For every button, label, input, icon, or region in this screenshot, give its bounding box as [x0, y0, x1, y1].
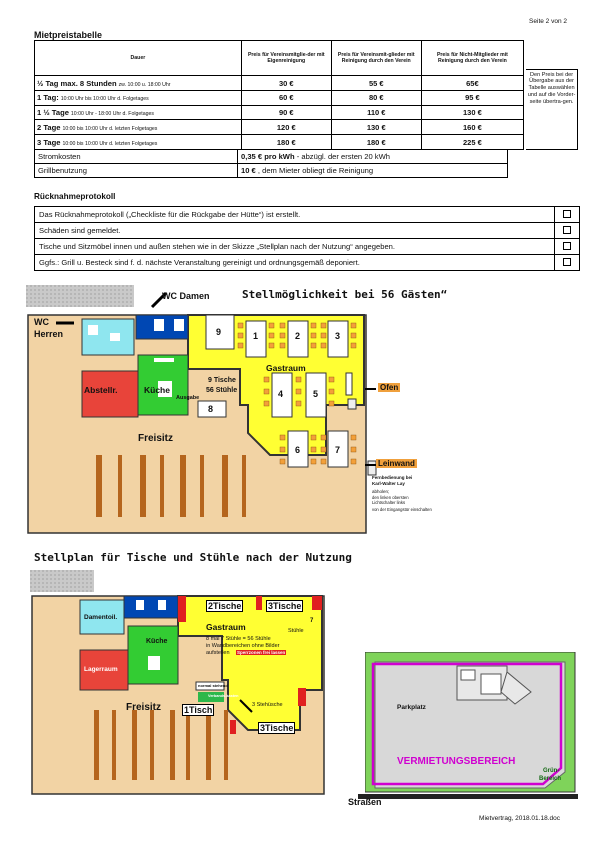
extra-costs-table	[34, 149, 508, 178]
normal-stehend-label: normal stehend	[198, 683, 228, 688]
row-label: 3 Tage	[37, 137, 61, 147]
extra-cost-row	[35, 150, 508, 164]
cell-own: 180 €	[241, 135, 331, 150]
extra-label: Stromkosten	[35, 150, 238, 164]
protocol-title: Rücknahmeprotokoll	[34, 192, 116, 201]
ofen-label: Ofen	[380, 383, 399, 392]
rent-table-title: Mietpreistabelle	[34, 30, 103, 40]
seven-chairs-label: 7	[310, 618, 314, 624]
plan2-note-2: in Wandbereichen ohne Bilder	[206, 643, 280, 649]
table-number: 8	[208, 404, 214, 414]
extra-value-cell	[238, 150, 508, 164]
table-number: 3	[335, 331, 341, 341]
protocol-item-text: Das Rücknahmeprotokoll („Checkliste für die Rückgabe der Hütte“) ist erstellt.	[35, 207, 555, 223]
cell-non: 95 €	[421, 90, 523, 105]
header-non-members: Preis für Nicht-Mitglieder mit Reinigung durch den Verein	[421, 41, 523, 76]
cell-own: 90 €	[241, 105, 331, 120]
table-number: 6	[295, 445, 301, 455]
header-own-cleaning: Preis für Vereinsmitglie-der mit Eigenreinigung	[241, 41, 331, 76]
wc-damen-label: WC Damen	[162, 291, 210, 301]
protocol-item-text: Schäden sind gemeldet.	[35, 223, 555, 239]
remote-note-4: den linken obersten Lichtschalter links	[372, 495, 409, 505]
plan2-note-1: 8 mal 7 Stühle = 56 Stühle	[206, 636, 271, 642]
checkbox[interactable]	[563, 226, 571, 234]
cell-non: 225 €	[421, 135, 523, 150]
sperrzone-note: Sperrzonen frei lassen	[237, 650, 286, 655]
row-detail: zw. 10:00 u. 18:00 Uhr	[118, 81, 171, 88]
stuehle-label: Stühle	[288, 628, 304, 634]
ausgabe-label: Ausgabe	[176, 395, 200, 401]
freisitz-label: Freisitz	[138, 433, 174, 444]
header-duration: Dauer	[35, 41, 242, 76]
cell-club: 130 €	[331, 120, 421, 135]
row-detail: 10:00 bis 10:00 Uhr d. letzten Folgetages	[62, 140, 158, 147]
row-detail: 10:00 bis 10:00 Uhr d. letzten Folgetages	[62, 125, 158, 132]
row-label: 1 ½ Tage	[37, 108, 69, 118]
freisitz-label-2: Freisitz	[126, 702, 162, 713]
cell-own: 120 €	[241, 120, 331, 135]
extra-suffix: - abzügl. der ersten 20 kWh	[294, 152, 390, 161]
street-line	[358, 794, 578, 799]
rent-side-note-text: Den Preis bei der Übergabe aus der Tabelle auswählen und auf die Vorder-seite übertra-gen.	[526, 69, 578, 150]
wc-herren-label-1: WC	[34, 317, 49, 327]
protocol-item	[35, 255, 580, 271]
rent-side-note	[524, 41, 580, 150]
row-label: ½ Tag max. 8 Stunden	[37, 78, 117, 88]
kueche-label-2: Küche	[146, 638, 168, 645]
leinwand-label: Leinwand	[378, 459, 415, 468]
gruen-label-1: Grün-	[543, 768, 560, 774]
gruen-label-2: Bereich	[539, 776, 562, 782]
checkbox[interactable]	[563, 258, 571, 266]
cell-non: 130 €	[421, 105, 523, 120]
protocol-item-text: Tische und Sitzmöbel innen und außen stehen wie in der Skizze „Stellplan nach der Nutzung“ angegeben.	[35, 239, 555, 255]
rent-row	[35, 90, 581, 105]
remote-note-2: Karl-Walter Lay	[372, 481, 405, 486]
cell-own: 30 €	[241, 76, 331, 91]
extra-value-cell	[238, 164, 508, 178]
table-number: 5	[313, 389, 319, 399]
site-map	[365, 652, 577, 794]
wc-herren-label-2: Herren	[34, 329, 64, 339]
rent-row	[35, 120, 581, 135]
extra-cost-row	[35, 164, 508, 178]
protocol-item	[35, 207, 580, 223]
three-tables-label: 3Tische	[268, 601, 302, 611]
vermietung-label: VERMIETUNGSBEREICH	[397, 756, 516, 767]
cell-club: 180 €	[331, 135, 421, 150]
remote-note-5: von der Eingangstür einschalten	[372, 507, 432, 512]
kueche-label: Küche	[144, 385, 170, 395]
cell-club: 80 €	[331, 90, 421, 105]
damentoilette-label: Damentoil.	[84, 614, 118, 621]
one-table-label: 1Tisch	[184, 705, 213, 715]
three-tables-bottom-label: 3Tische	[260, 723, 294, 733]
page-number: Seite 2 von 2	[529, 18, 567, 25]
table-number: 9	[216, 327, 222, 337]
cell-non: 65€	[421, 76, 523, 91]
rent-row	[35, 135, 581, 150]
protocol-item-text: Ggfs.: Grill u. Besteck sind f. d. nächste Veranstaltung gereinigt und ordnungsgemäß deponiert.	[35, 255, 555, 271]
extra-label: Grillbenutzung	[35, 164, 238, 178]
plan2-title: Stellplan für Tische und Stühle nach der Nutzung	[34, 551, 352, 564]
extra-value: 0,35 € pro kWh	[241, 152, 295, 161]
row-detail: 10:00 Uhr bis 10:00 Uhr d. Folgetages	[60, 96, 149, 103]
footer-filename: Mietvertrag, 2018.01.18.doc	[479, 815, 560, 822]
row-label: 2 Tage	[37, 122, 61, 132]
checkbox[interactable]	[563, 242, 571, 250]
protocol-item	[35, 239, 580, 255]
floor-plan-1-drawing	[26, 285, 586, 535]
rent-row	[35, 76, 581, 91]
row-detail: 10:00 Uhr - 18:00 Uhr d. Folgetages	[70, 111, 154, 118]
table-number: 1	[253, 331, 259, 341]
protocol-item	[35, 223, 580, 239]
rent-row	[35, 105, 581, 120]
floor-plan-56-guests	[26, 285, 586, 535]
first-aid-label: Verbands-kasten	[208, 694, 239, 698]
table-number: 7	[335, 445, 341, 455]
protocol-checklist	[34, 206, 580, 271]
gastraum-label: Gastraum	[266, 363, 306, 373]
extra-value: 10 €	[241, 166, 256, 175]
lagerraum-label: Lagerraum	[84, 666, 118, 673]
floor-plan-after-use	[30, 570, 340, 796]
rent-table	[34, 40, 580, 150]
extra-suffix: , dem Mieter obliegt die Reinigung	[255, 166, 374, 175]
table-number: 4	[278, 389, 284, 399]
checkbox[interactable]	[563, 210, 571, 218]
cell-own: 60 €	[241, 90, 331, 105]
two-tables-label: 2Tische	[208, 601, 242, 611]
remote-note-1: Fernbedienung bei	[372, 475, 413, 480]
cell-club: 55 €	[331, 76, 421, 91]
gastraum-label-2: Gastraum	[206, 622, 246, 632]
abstell-label: Abstellr.	[84, 385, 118, 395]
plan1-title: Stellmöglichkeit bei 56 Gästen“	[242, 288, 448, 301]
plan2-note-3: aufstellen	[206, 650, 230, 656]
tables-note-1: 9 Tische	[208, 377, 236, 384]
header-club-cleaning: Preis für Vereinsmit-glieder mit Reinigung durch den Verein	[331, 41, 421, 76]
parkplatz-label: Parkplatz	[397, 704, 426, 711]
cell-non: 160 €	[421, 120, 523, 135]
strassen-label: Straßen	[348, 797, 382, 807]
row-label: 1 Tag:	[37, 93, 59, 103]
tables-note-2: 56 Stühle	[206, 387, 238, 394]
cell-club: 110 €	[331, 105, 421, 120]
remote-note-3: abholen;	[372, 489, 390, 494]
rent-table-header	[35, 41, 581, 76]
table-number: 2	[295, 331, 301, 341]
stehtische-label: 3 Stehüsche	[252, 702, 283, 708]
